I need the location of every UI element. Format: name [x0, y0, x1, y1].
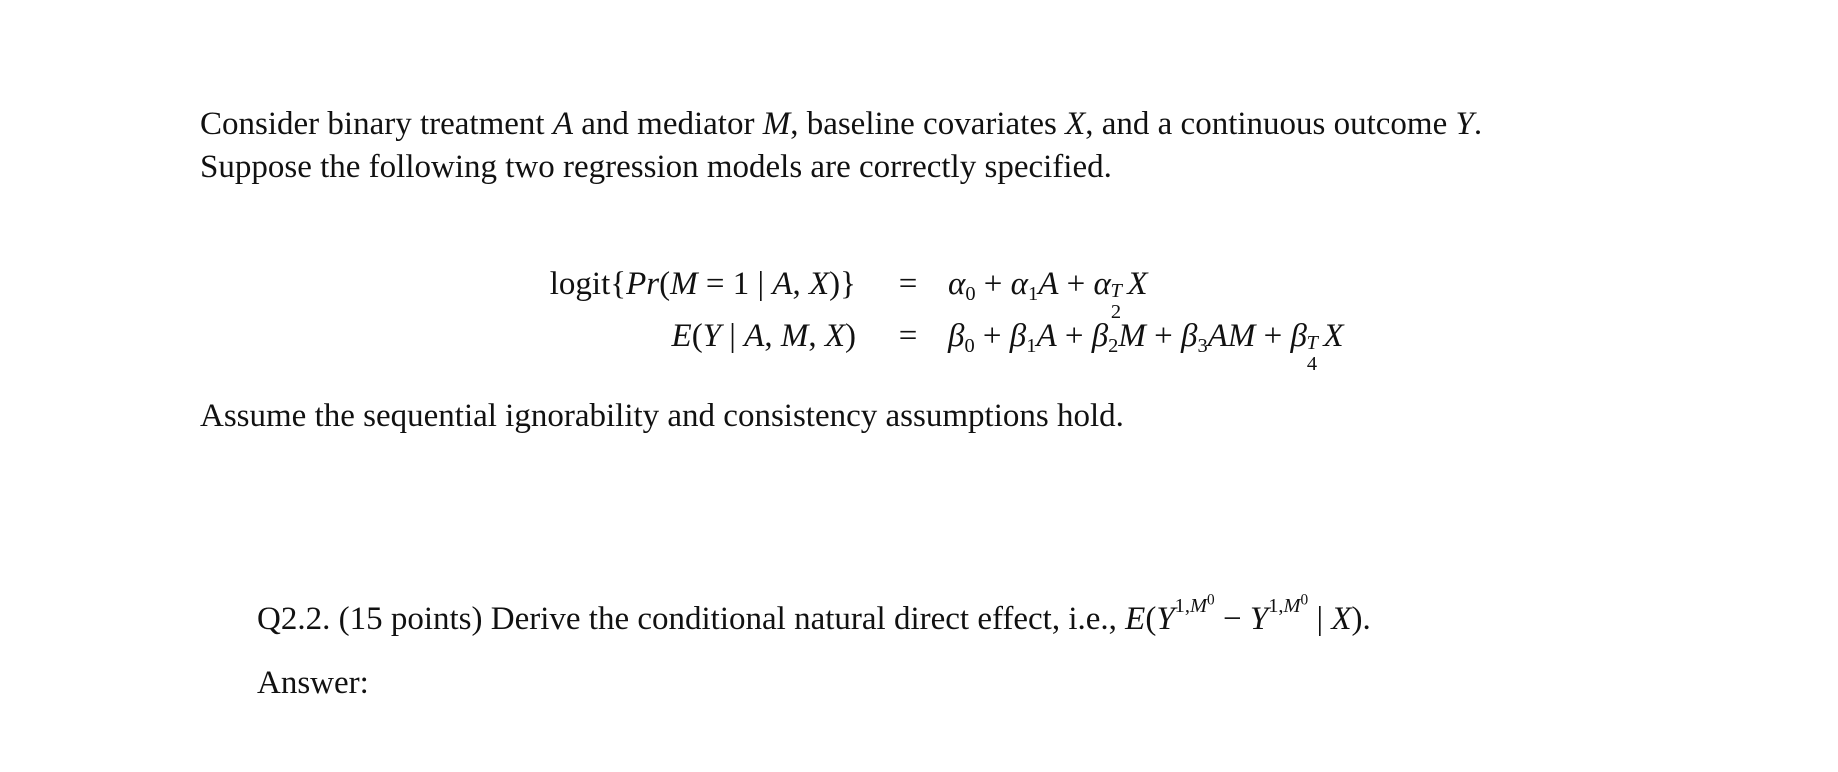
question-points: (15 points) [338, 601, 483, 638]
equation-1-rhs: $\alpha_0 + \alpha_1A + \alpha$ T 2 X [948, 266, 1148, 323]
equation-1-equals: = [898, 266, 918, 302]
question-label: Q2.2. [257, 601, 331, 638]
assumption-text: Assume the sequential ignorability and consistency assumptions hold. [200, 398, 1124, 434]
equation-2-lhs: E(Y | A, M, X) [671, 318, 856, 354]
equation-2-equals: = [898, 318, 918, 354]
intro-line-2: Suppose the following two regression models are correctly specified. [200, 149, 1112, 185]
equation-2-rhs: $\beta_0 + \beta_1A + \beta_2M + \beta_3AM + \beta$ T 4 X [948, 318, 1344, 375]
question-q2-2: Q2.2. (15 points) Derive the conditional natural direct effect, i.e., $E(Y^{1,M^0} - Y^{1,M^0}$ | X). [257, 591, 1371, 638]
intro-line-1: Consider binary treatment A and mediator M, baseline covariates X, and a continuous outcome Y. [200, 106, 1483, 142]
answer-label: Answer: [257, 665, 369, 701]
intro-paragraph [200, 103, 1482, 189]
equation-1-lhs: logit{Pr(M = 1 | A, X)} [549, 266, 856, 302]
